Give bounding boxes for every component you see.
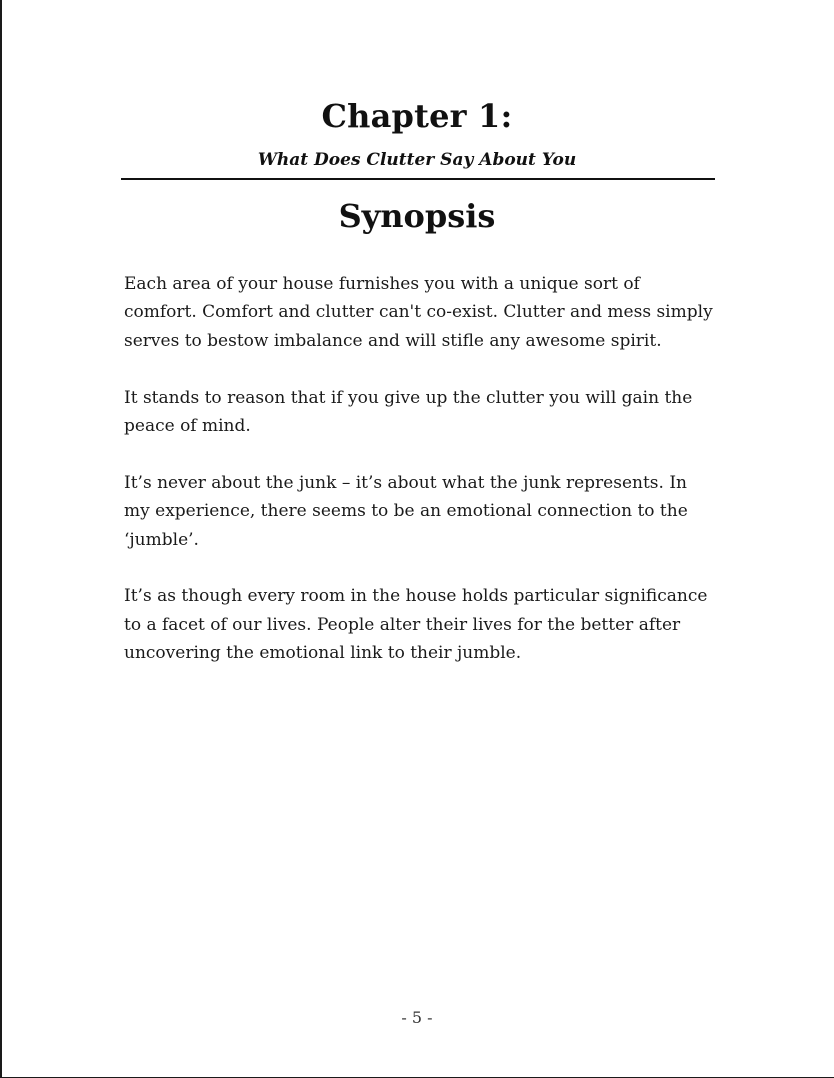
chapter-title: Chapter 1:	[321, 97, 513, 135]
paragraph: It’s never about the junk – it’s about what the junk represents. In my experience, there seems to be an emotional connection to the ‘jumble’.	[124, 472, 688, 550]
paragraph: It stands to reason that if you give up the clutter you will gain the peace of mind.	[124, 387, 693, 437]
body-text	[124, 270, 714, 696]
chapter-subtitle: What Does Clutter Say About You	[257, 150, 577, 170]
title-divider	[121, 178, 715, 180]
paragraph: Each area of your house furnishes you with a unique sort of comfort. Comfort and clutter can't co-exist. Clutter and mess simply serves to bestow imbalance and will stifle any awesome spirit.	[124, 274, 713, 351]
section-heading: Synopsis	[338, 197, 496, 235]
paragraph: It’s as though every room in the house holds particular significance to a facet of our lives. People alter their lives for the better after uncovering the emotional link to their jumble.	[124, 586, 708, 664]
page-number: - 5 -	[401, 1008, 433, 1027]
